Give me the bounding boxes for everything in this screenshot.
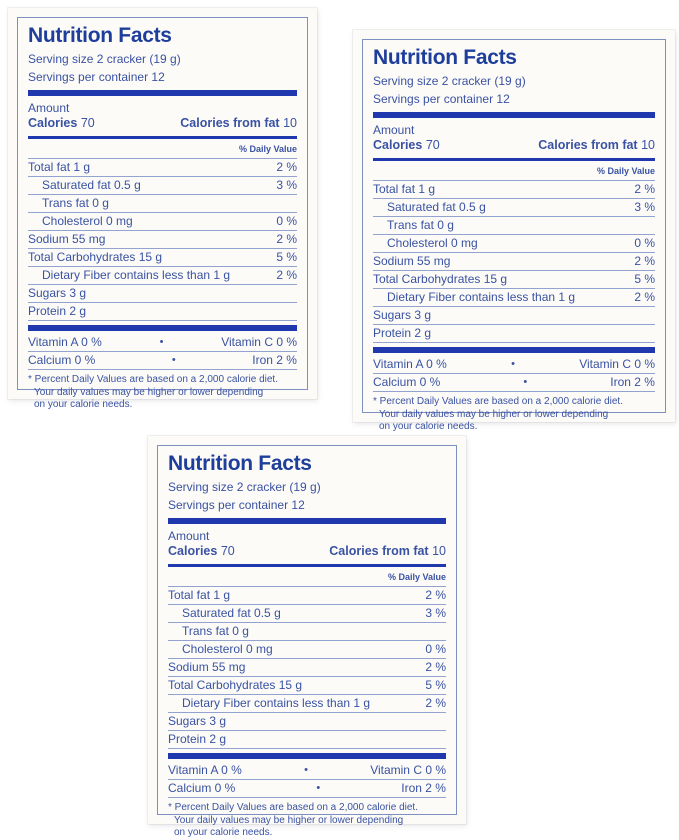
nutrient-name: Cholesterol 0 mg — [387, 236, 478, 251]
nutrition-facts-panel — [17, 17, 308, 411]
iron-value: Iron 2 % — [610, 375, 655, 390]
medium-separator-bar — [373, 158, 655, 161]
nutrient-daily-value: 0 % — [276, 214, 297, 229]
nutrient-rows — [373, 181, 655, 343]
nutrient-row — [168, 731, 446, 749]
serving-size-line: Serving size 2 cracker (19 g) — [373, 74, 526, 89]
nutrition-facts-panel — [362, 39, 666, 433]
calories — [373, 137, 440, 153]
servings-per-container-line: Servings per container 12 — [373, 92, 510, 107]
nutrient-name: Total fat 1 g — [168, 588, 231, 603]
nutrition-label-card-top-right — [353, 30, 675, 433]
nutrient-daily-value: 5 % — [425, 678, 446, 693]
calories-label: Calories — [373, 138, 423, 153]
servings-per-container-line: Servings per container 12 — [28, 70, 165, 85]
nutrient-row — [28, 177, 297, 195]
percent-daily-value-header: % Daily Value — [28, 141, 297, 159]
nutrient-name: Saturated fat 0.5 g — [42, 178, 141, 193]
nutrient-daily-value: 2 % — [634, 254, 655, 269]
calcium-value: Calcium 0 % — [373, 375, 441, 390]
nutrient-rows — [28, 159, 297, 321]
vitamin-row — [168, 762, 446, 780]
nutrient-name: Trans fat 0 g — [42, 196, 109, 211]
thick-separator-bar — [28, 90, 297, 96]
nutrition-facts-title: Nutrition Facts — [28, 24, 172, 47]
minerals-row — [168, 780, 446, 798]
thick-separator-bar — [28, 325, 297, 331]
footnote-line: Your daily values may be higher or lower depending — [174, 814, 404, 826]
serving-size-line: Serving size 2 cracker (19 g) — [28, 52, 181, 67]
calories-row — [373, 137, 655, 153]
nutrient-name: Protein 2 g — [373, 326, 432, 341]
nutrition-label-card-top-left — [8, 8, 317, 411]
nutrient-row — [28, 249, 297, 267]
nutrition-facts-title: Nutrition Facts — [168, 452, 312, 475]
calories-from-fat — [180, 115, 297, 131]
nutrient-daily-value: 2 % — [276, 268, 297, 283]
footnote-line: on your calorie needs. — [379, 421, 478, 433]
nutrient-name: Sodium 55 mg — [168, 660, 246, 675]
nutrition-facts-panel — [157, 445, 457, 839]
calories-from-fat-value: 10 — [641, 138, 655, 153]
bullet-separator: • — [523, 376, 528, 389]
iron-value: Iron 2 % — [252, 353, 297, 368]
daily-value-footnote — [373, 392, 655, 434]
calories-value: 70 — [80, 116, 95, 131]
bullet-separator: • — [304, 764, 308, 777]
nutrient-row — [373, 325, 655, 343]
daily-value-footnote — [28, 370, 297, 412]
minerals-row — [373, 374, 655, 392]
nutrient-name: Saturated fat 0.5 g — [182, 606, 281, 621]
nutrient-name: Total Carbohydrates 15 g — [168, 678, 303, 693]
minerals-row — [28, 352, 297, 370]
bullet-separator: • — [159, 336, 164, 349]
nutrient-name: Trans fat 0 g — [182, 624, 249, 639]
calories-from-fat-value: 10 — [283, 116, 297, 131]
nutrient-daily-value: 2 % — [276, 160, 297, 175]
bullet-separator: • — [511, 358, 515, 371]
nutrient-name: Protein 2 g — [168, 732, 227, 747]
nutrient-name: Total Carbohydrates 15 g — [28, 250, 163, 265]
calories-from-fat — [538, 137, 655, 153]
calories-from-fat-value: 10 — [432, 544, 446, 559]
footnote-line: on your calorie needs. — [174, 827, 273, 839]
vitamin-c-value: Vitamin C 0 % — [370, 763, 446, 778]
footnote-line: Your daily values may be higher or lower depending — [34, 386, 264, 398]
nutrient-row — [373, 253, 655, 271]
nutrient-row — [373, 271, 655, 289]
nutrient-row — [168, 713, 446, 731]
nutrient-name: Cholesterol 0 mg — [42, 214, 133, 229]
nutrient-row — [168, 695, 446, 713]
nutrient-row — [168, 623, 446, 641]
nutrient-row — [373, 235, 655, 253]
nutrient-daily-value: 3 % — [276, 178, 297, 193]
nutrient-name: Sugars 3 g — [168, 714, 227, 729]
serving-size-line: Serving size 2 cracker (19 g) — [168, 480, 321, 495]
calories — [28, 115, 95, 131]
calories-row — [28, 115, 297, 131]
footnote-line: Your daily values may be higher or lower depending — [379, 408, 609, 420]
nutrient-name: Protein 2 g — [28, 304, 87, 319]
nutrient-row — [168, 659, 446, 677]
footnote-line: on your calorie needs. — [34, 399, 133, 411]
medium-separator-bar — [28, 136, 297, 139]
thick-separator-bar — [373, 347, 655, 353]
nutrient-daily-value: 2 % — [425, 660, 446, 675]
nutrient-row — [28, 303, 297, 321]
nutrient-daily-value: 2 % — [634, 290, 655, 305]
calories — [168, 543, 235, 559]
vitamin-c-value: Vitamin C 0 % — [221, 335, 297, 350]
nutrient-daily-value: 2 % — [425, 588, 446, 603]
nutrient-row — [373, 289, 655, 307]
daily-value-footnote — [168, 798, 446, 840]
nutrient-name: Sodium 55 mg — [28, 232, 106, 247]
thick-separator-bar — [373, 112, 655, 118]
nutrient-row — [168, 605, 446, 623]
amount-label: Amount — [168, 529, 210, 544]
calories-from-fat-label: Calories from fat — [329, 544, 429, 559]
nutrient-name: Sodium 55 mg — [373, 254, 451, 269]
nutrient-row — [28, 285, 297, 303]
nutrient-row — [28, 213, 297, 231]
nutrient-row — [168, 641, 446, 659]
nutrient-name: Total fat 1 g — [373, 182, 436, 197]
nutrient-row — [28, 159, 297, 177]
nutrient-name: Dietary Fiber contains less than 1 g — [182, 696, 371, 711]
nutrient-name: Cholesterol 0 mg — [182, 642, 273, 657]
iron-value: Iron 2 % — [401, 781, 446, 796]
vitamin-a-value: Vitamin A 0 % — [168, 763, 242, 778]
amount-label: Amount — [373, 123, 415, 138]
nutrient-row — [168, 677, 446, 695]
nutrient-row — [168, 587, 446, 605]
nutrient-daily-value: 2 % — [276, 232, 297, 247]
thick-separator-bar — [168, 753, 446, 759]
thick-separator-bar — [168, 518, 446, 524]
nutrient-daily-value: 2 % — [634, 182, 655, 197]
vitamin-row — [373, 356, 655, 374]
calcium-value: Calcium 0 % — [28, 353, 96, 368]
bullet-separator: • — [171, 354, 176, 367]
footnote-line: * Percent Daily Values are based on a 2,000 calorie diet. — [168, 801, 418, 813]
nutrient-name: Sugars 3 g — [373, 308, 432, 323]
calories-label: Calories — [168, 544, 218, 559]
nutrient-name: Total Carbohydrates 15 g — [373, 272, 508, 287]
nutrient-name: Trans fat 0 g — [387, 218, 454, 233]
nutrient-name: Dietary Fiber contains less than 1 g — [42, 268, 231, 283]
vitamin-row — [28, 334, 297, 352]
nutrient-daily-value: 0 % — [634, 236, 655, 251]
bullet-separator: • — [316, 782, 321, 795]
nutrient-daily-value: 2 % — [425, 696, 446, 711]
nutrition-facts-title: Nutrition Facts — [373, 46, 517, 69]
calories-label: Calories — [28, 116, 78, 131]
calories-value: 70 — [425, 138, 440, 153]
nutrient-row — [373, 307, 655, 325]
calories-from-fat-label: Calories from fat — [538, 138, 638, 153]
calories-value: 70 — [220, 544, 235, 559]
vitamin-c-value: Vitamin C 0 % — [579, 357, 655, 372]
footnote-line: * Percent Daily Values are based on a 2,000 calorie diet. — [373, 395, 623, 407]
calories-from-fat — [329, 543, 446, 559]
nutrient-row — [28, 231, 297, 249]
footnote-line: * Percent Daily Values are based on a 2,000 calorie diet. — [28, 373, 278, 385]
calcium-value: Calcium 0 % — [168, 781, 236, 796]
medium-separator-bar — [168, 564, 446, 567]
nutrient-daily-value: 3 % — [425, 606, 446, 621]
nutrient-row — [373, 217, 655, 235]
amount-label: Amount — [28, 101, 70, 116]
nutrient-daily-value: 0 % — [425, 642, 446, 657]
nutrient-name: Total fat 1 g — [28, 160, 91, 175]
percent-daily-value-header: % Daily Value — [168, 569, 446, 587]
calories-from-fat-label: Calories from fat — [180, 116, 280, 131]
servings-per-container-line: Servings per container 12 — [168, 498, 305, 513]
calories-row — [168, 543, 446, 559]
nutrient-daily-value: 5 % — [634, 272, 655, 287]
vitamin-a-value: Vitamin A 0 % — [28, 335, 102, 350]
percent-daily-value-header: % Daily Value — [373, 163, 655, 181]
nutrient-name: Saturated fat 0.5 g — [387, 200, 486, 215]
nutrition-label-card-bottom-center — [148, 436, 466, 839]
nutrient-row — [373, 181, 655, 199]
nutrient-daily-value: 3 % — [634, 200, 655, 215]
nutrient-row — [373, 199, 655, 217]
vitamin-a-value: Vitamin A 0 % — [373, 357, 447, 372]
nutrient-row — [28, 267, 297, 285]
nutrient-rows — [168, 587, 446, 749]
nutrient-name: Dietary Fiber contains less than 1 g — [387, 290, 576, 305]
nutrient-row — [28, 195, 297, 213]
nutrient-daily-value: 5 % — [276, 250, 297, 265]
nutrient-name: Sugars 3 g — [28, 286, 87, 301]
